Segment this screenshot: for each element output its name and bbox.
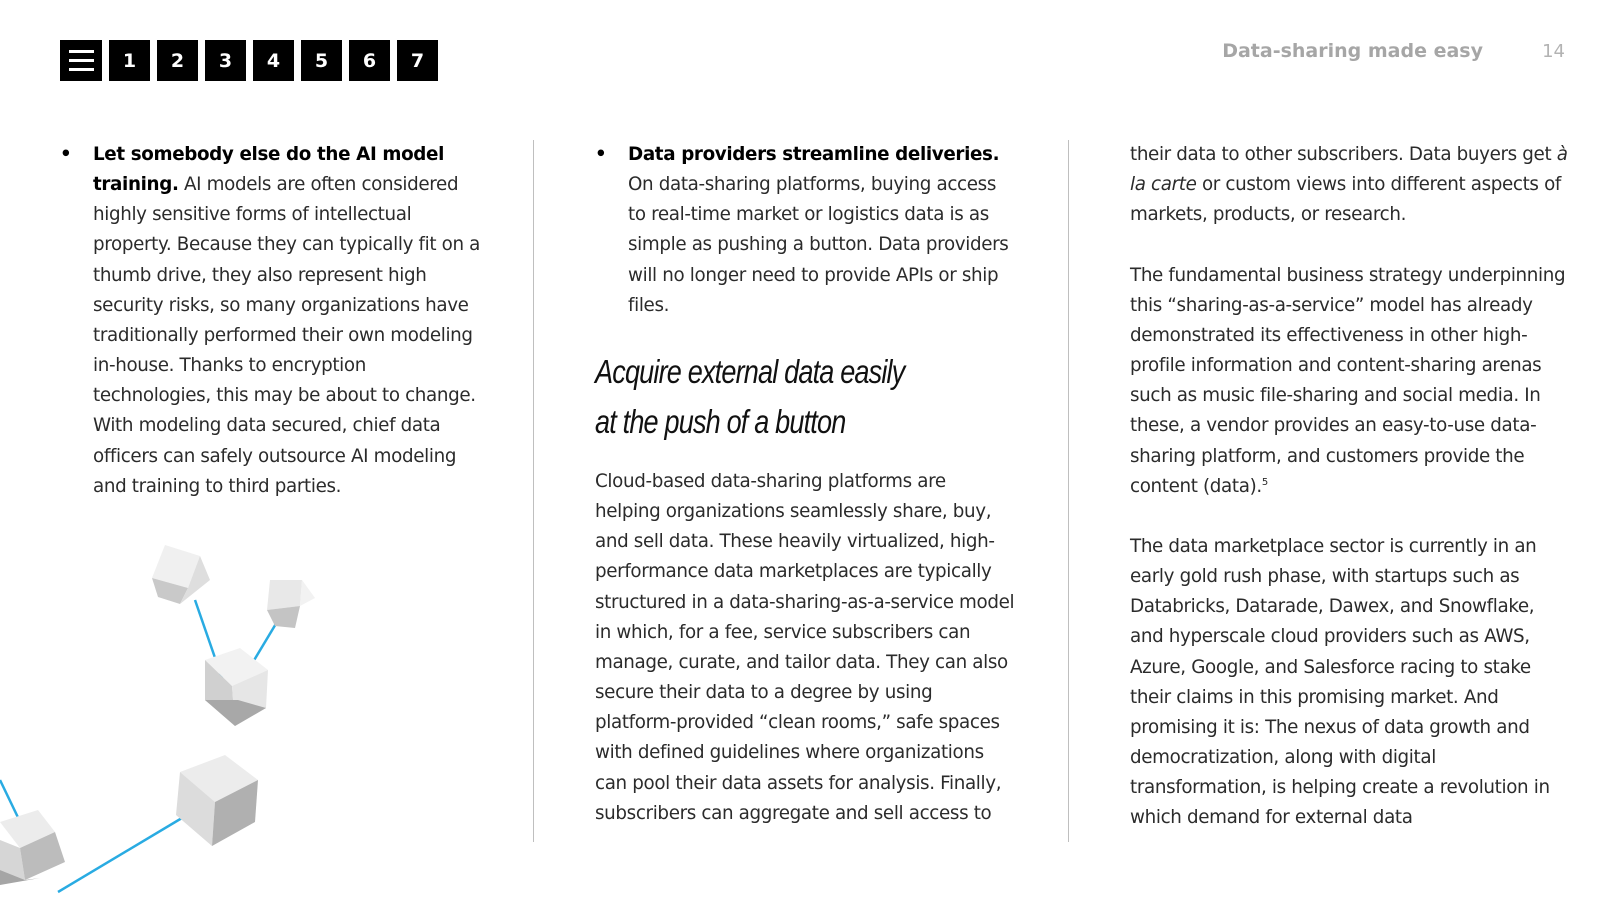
body-paragraph [1130, 261, 1570, 502]
text-run: The fundamental business strategy underpinning this “sharing-as-a-service” model has already demonstrated its effectiveness in other high-profile information and content-sharing arenas such as music file-sharing and social media. In these, a vendor provides an easy-to-use data-sharing platform, and customers provide the content (data). [1130, 264, 1566, 497]
bullet-item-ai-training [60, 140, 480, 502]
bullet-marker: • [595, 144, 607, 165]
bullet-item-deliveries [595, 140, 1015, 321]
text-run: their data to other subscribers. Data buyers get [1130, 144, 1557, 165]
bullet-text [628, 140, 1015, 321]
bullet-body: On data-sharing platforms, buying access to real-time market or logistics data is as simple as pushing a button. Data providers will no longer need to provide APIs or ship files. [628, 174, 1009, 316]
bullet-text [93, 140, 480, 502]
column-2 [595, 140, 1015, 829]
cube-bottom-right [176, 755, 258, 846]
chapter-5-button[interactable]: 5 [301, 40, 342, 81]
chapter-6-button[interactable]: 6 [349, 40, 390, 81]
cube-top-left [152, 545, 210, 604]
bullet-body: AI models are often considered highly sensitive forms of intellectual property. Because they can typically fit on a thumb drive, they also represent high security risks, so many organizations have traditionally performed their own modeling in-house. Thanks to encryption technologies, this may be about to change. With modeling data secured, chief data officers can safely outsource AI modeling and training to third parties. [93, 174, 481, 497]
bullet-lead: Let somebody else do the AI model training. [93, 144, 445, 196]
column-1 [60, 140, 480, 502]
bullet-marker: • [60, 144, 72, 165]
chapter-7-button[interactable]: 7 [397, 40, 438, 81]
text-run: or custom views into different aspects of markets, products, or research. [1130, 174, 1561, 226]
body-paragraph: Cloud-based data-sharing platforms are helping organizations seamlessly share, buy, and sell data. These heavily virtualized, high-performance data marketplaces are typically structured in a data-sharing-as-a-service model in which, for a fee, service subscribers can manage, curate, and tailor data. They can also secure their data to a degree by using platform-provided “clean rooms,” safe spaces with defined guidelines where organizations can pool their data assets for analysis. Finally, subscribers can aggregate and sell access to [595, 470, 1015, 824]
body-paragraph [1130, 140, 1570, 230]
section-title: Data-sharing made easy [1222, 40, 1483, 62]
body-paragraph: The data marketplace sector is currently in an early gold rush phase, with startups such as Databricks, Datarade, Dawex, and Snowflake, and hyperscale cloud providers such as AWS, Azure, Google, and Salesforce racing to stake their claims in this promising market. And promising it is: The nexus of data growth and democratization, along with digital transformation, is helping create a revolution in which demand for external data [1130, 536, 1550, 829]
connected-cubes-illustration [0, 540, 340, 900]
column-divider [1068, 140, 1069, 842]
chapter-1-button[interactable]: 1 [109, 40, 150, 81]
chapter-nav [60, 40, 438, 81]
column-divider [533, 140, 534, 842]
cube-center [205, 648, 268, 726]
section-subheading [595, 347, 939, 447]
column-3 [1130, 140, 1570, 834]
chapter-4-button[interactable]: 4 [253, 40, 294, 81]
subheading-line-1: Acquire external data easily [595, 352, 905, 390]
page-number: 14 [1542, 41, 1565, 62]
chapter-3-button[interactable]: 3 [205, 40, 246, 81]
bullet-lead: Data providers streamline deliveries. [628, 144, 1000, 165]
italic-text: à la carte [1130, 144, 1568, 196]
chapter-2-button[interactable]: 2 [157, 40, 198, 81]
menu-button[interactable] [60, 40, 102, 81]
footnote-reference: 5 [1261, 476, 1268, 488]
cube-bottom-left [0, 810, 65, 885]
cube-top-right [267, 580, 315, 628]
hamburger-menu-icon [69, 50, 94, 71]
subheading-line-2: at the push of a button [595, 402, 846, 440]
